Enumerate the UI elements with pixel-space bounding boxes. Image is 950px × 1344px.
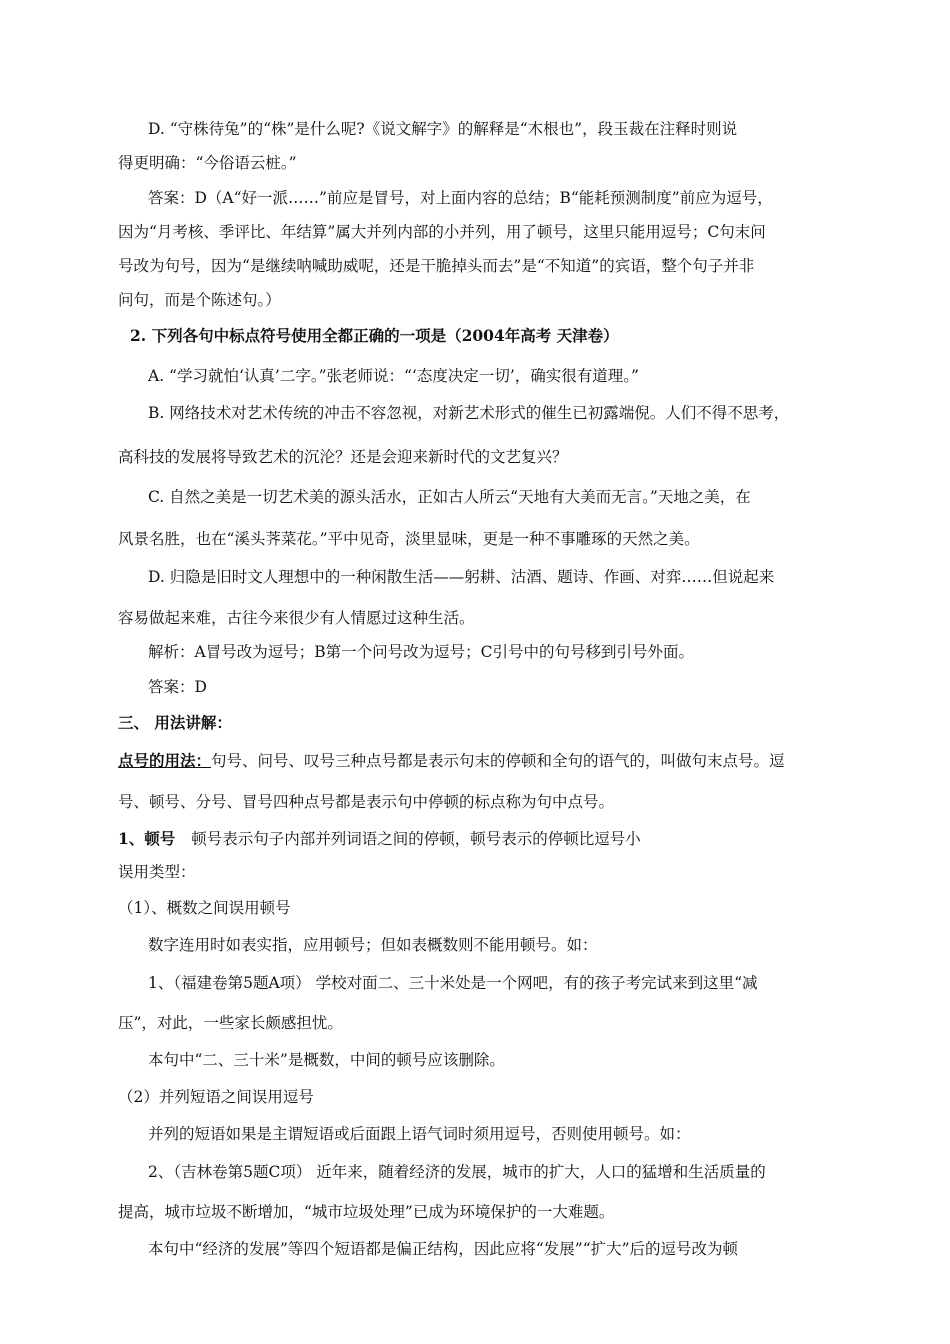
- option-d2-line-2: 容易做起来难，古往今来很少有人情愿过这种生活。: [118, 609, 475, 627]
- error-1-example-line-1: 1、（福建卷第5题A项） 学校对面二、三十米处是一个网吧，有的孩子考完试来到这里“减: [148, 974, 758, 992]
- error-types-heading: 误用类型：: [118, 863, 196, 881]
- error-1-example-line-2: 压”，对此，一些家长颇感担忧。: [118, 1014, 343, 1032]
- dunhao-text: 顿号表示句子内部并列词语之间的停顿，顿号表示的停顿比逗号小: [191, 830, 641, 848]
- dunhao-label: 1、顿号: [118, 829, 176, 848]
- option-c-line-1: C. 自然之美是一切艺术美的源头活水，正如古人所云“天地有大美而无言。”天地之美，在: [148, 488, 751, 506]
- answer-line-4: 问句，而是个陈述句。）: [118, 291, 281, 309]
- section-3-heading: 三、 用法讲解：: [118, 713, 232, 732]
- error-2-title: （2）并列短语之间误用逗号: [118, 1088, 314, 1106]
- option-b-line-2: 高科技的发展将导致艺术的沉沦？还是会迎来新时代的文艺复兴？: [118, 448, 568, 466]
- error-1-title: （1）、概数之间误用顿号: [118, 899, 291, 917]
- answer-d: 答案：D: [148, 678, 207, 696]
- option-a: A. “学习就怕‘认真’二字。”张老师说：“‘态度决定一切’，确实很有道理。”: [148, 367, 639, 385]
- option-d2-line-1: D. 归隐是旧时文人理想中的一种闲散生活——躬耕、沽酒、题诗、作画、对弈……但说起来: [148, 568, 775, 586]
- error-1-note: 本句中“二、三十米”是概数，中间的顿号应该删除。: [148, 1051, 505, 1069]
- error-1-text: 数字连用时如表实指，应用顿号；但如表概数则不能用顿号。如：: [148, 936, 598, 954]
- question-2-title: 2. 下列各句中标点符号使用全都正确的一项是（2004年高考 天津卷）: [130, 326, 619, 345]
- point-usage-line-1: [118, 750, 785, 772]
- dunhao-line: [118, 828, 641, 850]
- option-b-line-1: B. 网络技术对艺术传统的冲击不容忽视，对新艺术形式的催生已初露端倪。人们不得不思考，: [148, 404, 790, 422]
- option-d-line-1: D. “守株待兔”的“株”是什么呢?《说文解字》的解释是“木根也”，段玉裁在注释时则说: [148, 120, 738, 138]
- point-usage-text: 句号、问号、叹号三种点号都是表示句末的停顿和全句的语气的，叫做句末点号。逗: [211, 752, 785, 770]
- option-d-line-2: 得更明确：“今俗语云桩。”: [118, 154, 297, 172]
- analysis: 解析：A冒号改为逗号；B第一个问号改为逗号；C引号中的句号移到引号外面。: [148, 643, 694, 661]
- error-2-note: 本句中“经济的发展”等四个短语都是偏正结构，因此应将“发展”“扩大”后的逗号改为顿: [148, 1240, 739, 1258]
- answer-line-2: 因为“月考核、季评比、年结算”属大并列内部的小并列，用了顿号，这里只能用逗号；C句末问: [118, 223, 766, 241]
- error-2-example-line-2: 提高，城市垃圾不断增加，“城市垃圾处理”已成为环境保护的一大难题。: [118, 1203, 615, 1221]
- error-2-text: 并列的短语如果是主谓短语或后面跟上语气词时须用逗号，否则使用顿号。如：: [148, 1125, 691, 1143]
- point-usage-label: 点号的用法：: [118, 751, 212, 770]
- error-2-example-line-1: 2、（吉林卷第5题C项） 近年来，随着经济的发展，城市的扩大，人口的猛增和生活质量的: [148, 1163, 766, 1181]
- point-usage-line-2: 号、顿号、分号、冒号四种点号都是表示句中停顿的标点称为句中点号。: [118, 793, 615, 811]
- answer-line-1: 答案：D（A“好一派……”前应是冒号，对上面内容的总结；B“能耗预测制度”前应为逗号，: [148, 189, 773, 207]
- answer-line-3: 号改为句号，因为“是继续呐喊助威呢，还是干脆掉头而去”是“不知道”的宾语，整个句子并非: [118, 257, 755, 275]
- option-c-line-2: 风景名胜，也在“溪头荠菜花。”平中见奇，淡里显味，更是一种不事雕琢的天然之美。: [118, 530, 700, 548]
